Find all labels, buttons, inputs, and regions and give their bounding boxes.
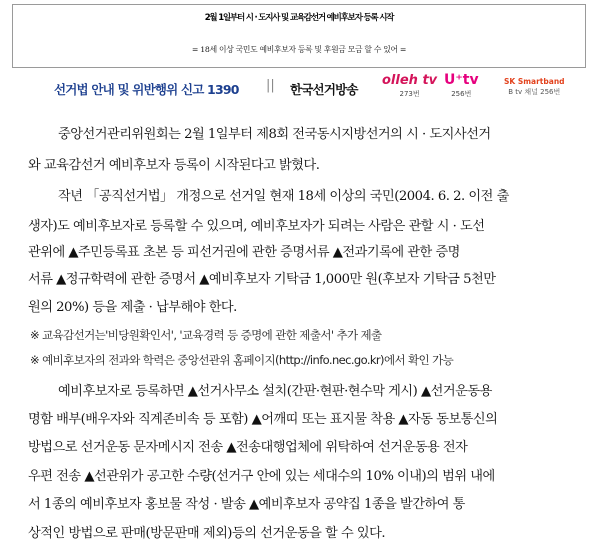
olleh-tv-logo: olleh tv 273번	[382, 73, 438, 98]
paragraph-1-line-2: 와 교육감선거 예비후보자 등록이 시작된다고 밝혔다.	[28, 158, 320, 173]
paragraph-3-line-3: 방법으로 선거운동 문자메시지 전송 ▲전송대행업체에 위탁하여 선거운동용 전자	[28, 440, 468, 455]
headline-box	[12, 4, 586, 68]
headline-title: 2월 1일부터 시 · 도지사 및 교육감선거 예비후보자 등록 시작	[204, 13, 394, 23]
headline-subtitle: = 18세 이상 국민도 예비후보자 등록 및 후원금 모금 할 수 있어 =	[191, 45, 407, 54]
note-1: ※ 교육감선거는'비당원확인서', '교육경력 등 증명에 관한 제출서' 추가 제출	[30, 328, 382, 342]
paragraph-3-line-4: 우편 전송 ▲선관위가 공고한 수량(선거구 안에 있는 세대수의 10% 이내)의 범위 내에	[28, 469, 495, 484]
paragraph-2-line-5: 원의 20%) 등을 제출 · 납부해야 한다.	[28, 300, 237, 315]
uplus-tv-logo: U⁺tv 256번	[444, 72, 479, 98]
note-2: ※ 예비후보자의 전과와 학력은 중앙선관위 홈페이지(http://info.nec.go.kr)에서 확인 가능	[30, 353, 454, 367]
broadcast-channel: 한국선거방송	[290, 82, 358, 97]
info-banner	[12, 71, 586, 105]
paragraph-2-line-4: 서류 ▲정규학력에 관한 증명서 ▲예비후보자 기탁금 1,000만 원(후보자 기탁금 5천만	[28, 272, 496, 287]
paragraph-1-line-1: 중앙선거관리위원회는 2월 1일부터 제8회 전국동시지방선거의 시 · 도지사선거	[58, 127, 491, 142]
paragraph-3-line-6: 상적인 방법으로 판매(방문판매 제외)등의 선거운동을 할 수 있다.	[28, 526, 386, 541]
paragraph-3-line-1: 예비후보자로 등록하면 ▲선거사무소 설치(간판·현판·현수막 게시) ▲선거운동용	[58, 384, 492, 399]
paragraph-2-line-3: 관위에 ▲주민등록표 초본 등 피선거권에 관한 증명서류 ▲전과기록에 관한 증명	[28, 245, 460, 260]
paragraph-3-line-2: 명함 배부(배우자와 직계존비속 등 포함) ▲어깨띠 또는 표지물 착용 ▲자동 동보통신의	[28, 412, 498, 427]
paragraph-2-line-2: 생자)도 예비후보자로 등록할 수 있으며, 예비후보자가 되려는 사람은 관할 시 · 도선	[28, 219, 485, 234]
banner-separator: ||	[266, 78, 275, 93]
paragraph-2-line-1: 작년 「공직선거법」 개정으로 선거일 현재 18세 이상의 국민(2004. 6. 2. 이전 출	[58, 189, 509, 204]
paragraph-3-line-5: 서 1종의 예비후보자 홍보물 작성 · 발송 ▲예비후보자 공약집 1종을 발간하여 통	[28, 497, 465, 512]
hotline-notice: 선거법 안내 및 위반행위 신고 1390	[54, 82, 239, 97]
sk-broadband-logo: SK Smartband B tv 채널 256번	[504, 77, 565, 96]
